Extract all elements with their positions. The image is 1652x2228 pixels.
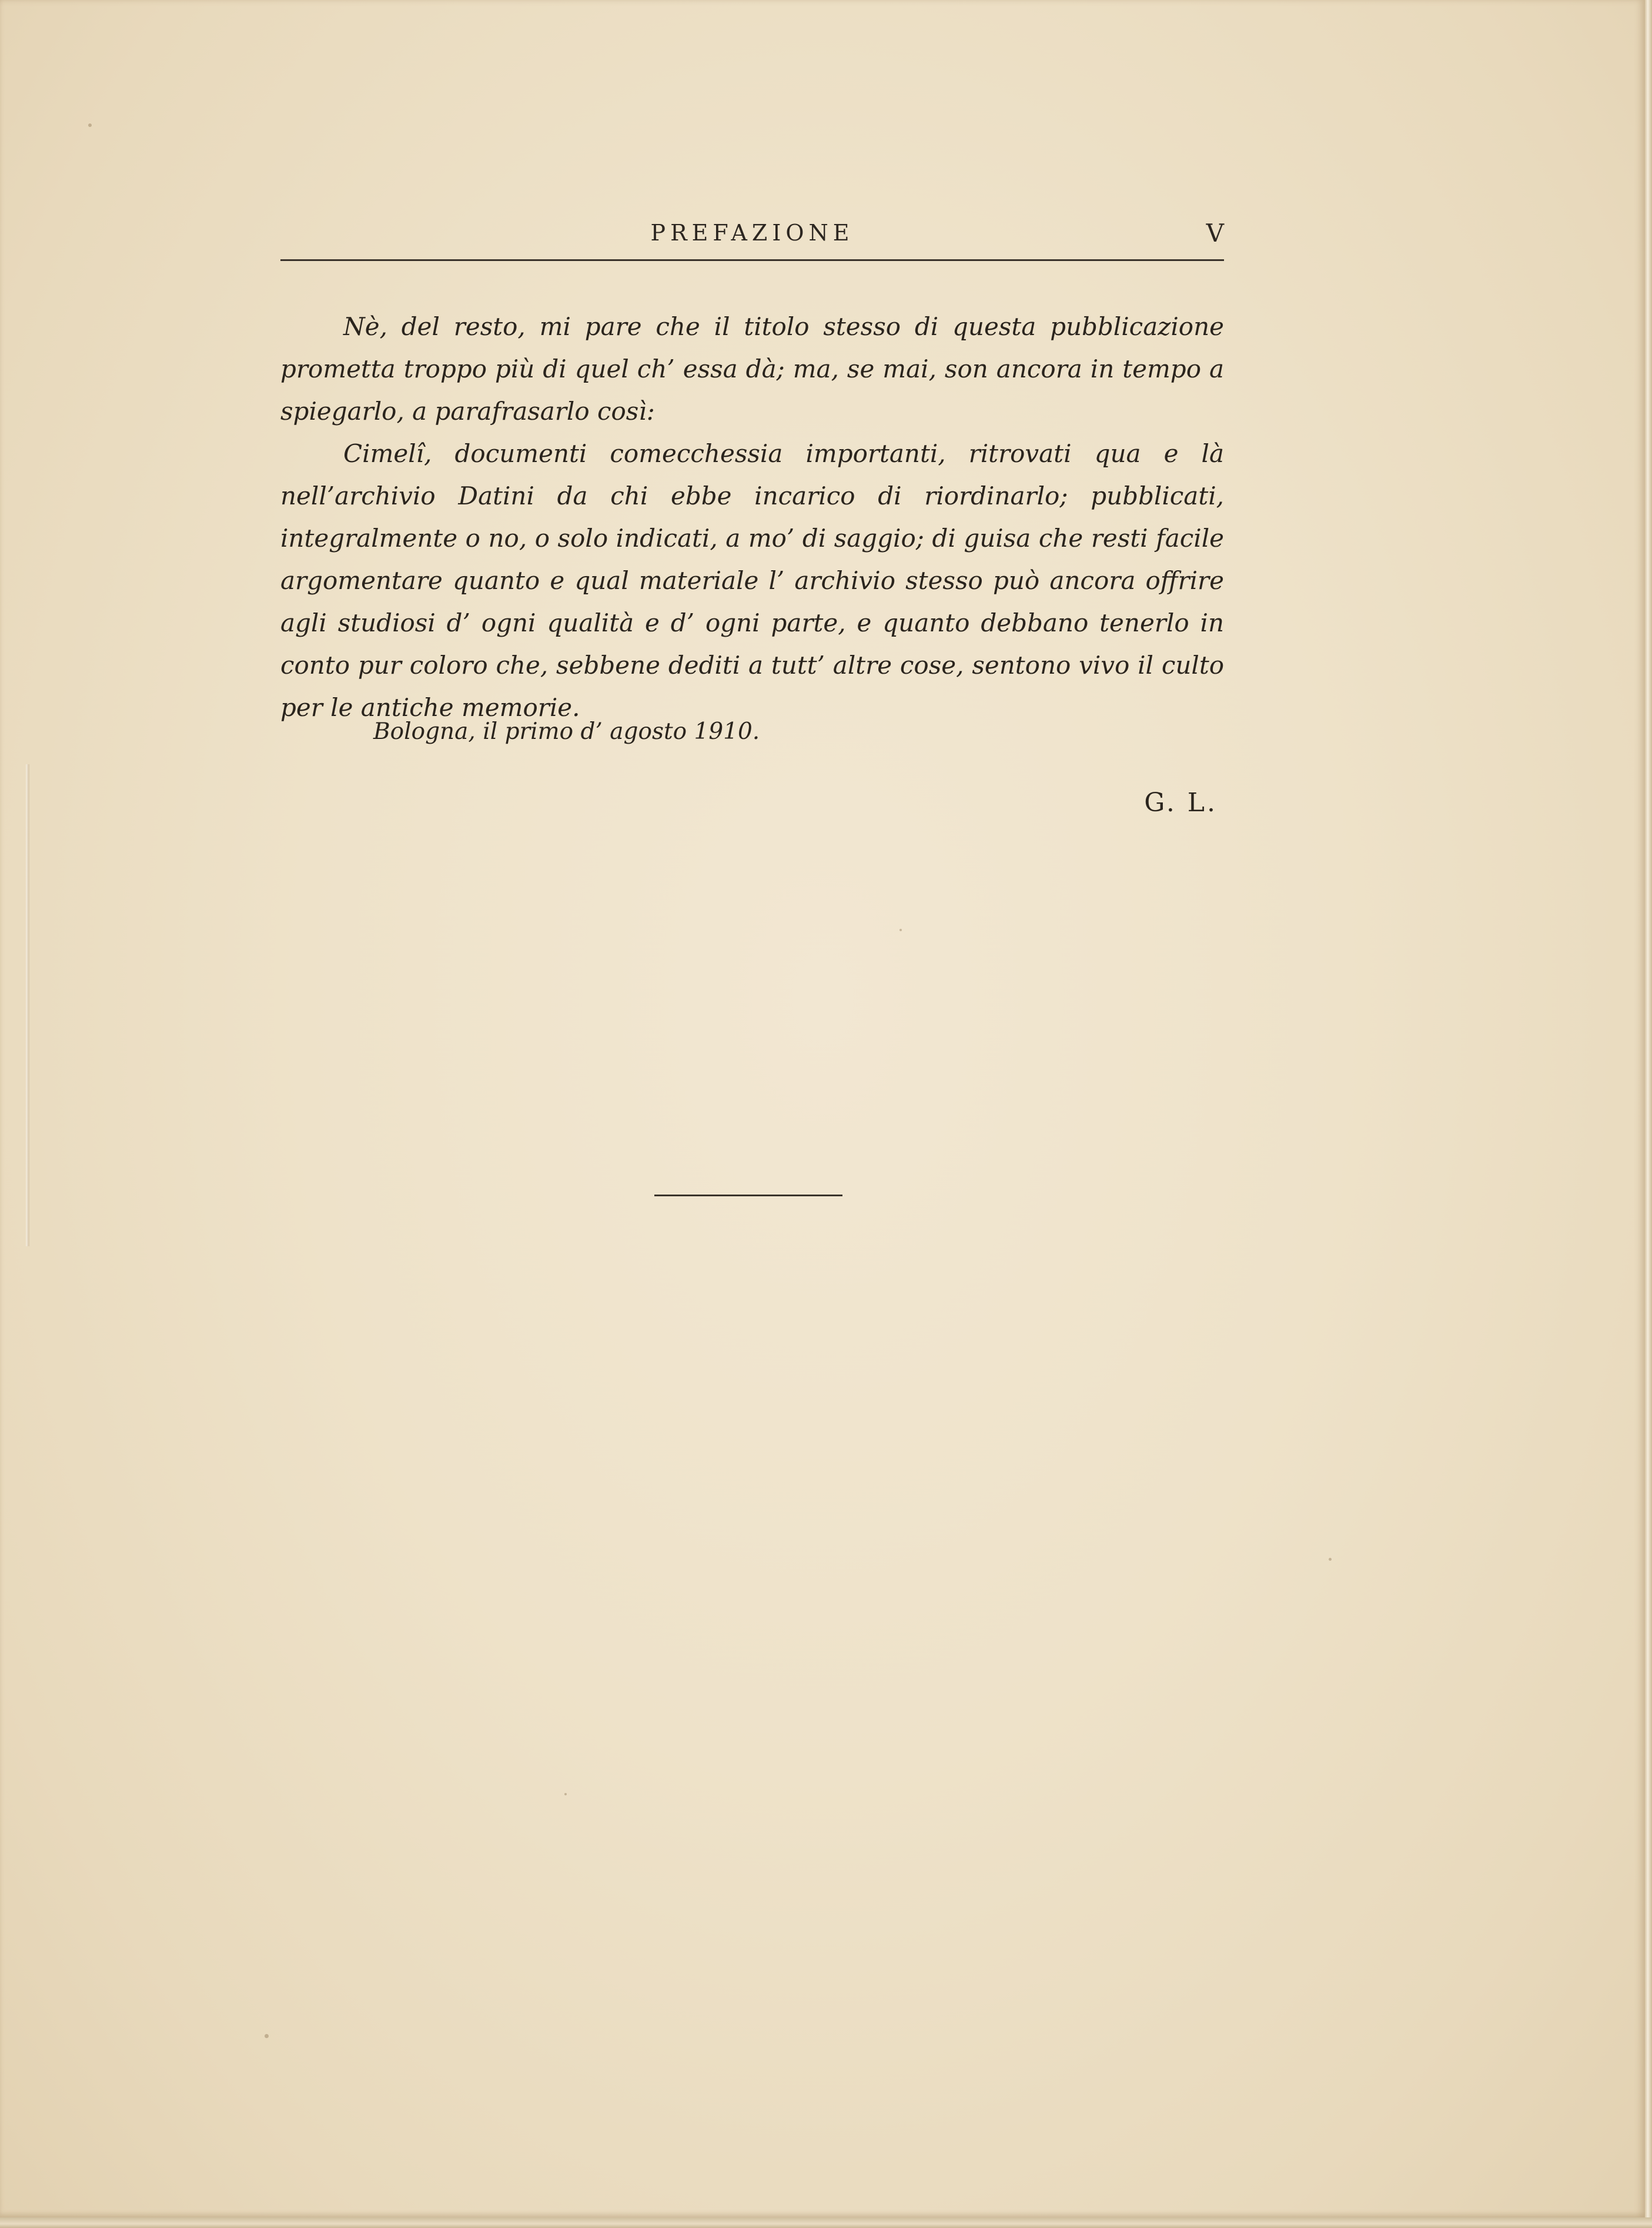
running-title: PREFAZIONE xyxy=(650,220,854,246)
paper-speck xyxy=(88,123,92,127)
paragraph: Nè, del resto, mi pare che il titolo stesso di questa pubblicazione prometta troppo più di quel ch’ essa dà; ma, se mai, son ancora in tempo a spiegarlo, a parafrasarlo così: xyxy=(280,312,1224,426)
signature-initials: G. L. xyxy=(1144,788,1218,818)
header-rule xyxy=(280,259,1224,261)
page-edge xyxy=(1645,0,1652,2228)
paper-speck xyxy=(899,929,902,931)
page-edge xyxy=(0,2217,1652,2228)
paper-speck xyxy=(564,1793,567,1795)
preface-body xyxy=(280,306,1224,729)
closing-rule xyxy=(654,1195,842,1196)
page-number: V xyxy=(1206,219,1224,247)
dateline: Bologna, il primo d’ agosto 1910. xyxy=(373,718,760,745)
paper-speck xyxy=(265,2034,269,2038)
binding-edge xyxy=(26,764,29,1246)
page-header xyxy=(280,213,1224,254)
paragraph: Cimelî, documenti comecchessia importanti, ritrovati qua e là nell’archivio Datini da chi ebbe incarico di riordinarlo; pubblicati, integralmente o no, o solo indicati, a mo’ di saggio; di guisa che resti facile argomentare quanto e qual materiale l’ archivio stesso può ancora offrire agli studiosi d’ ogni qualità e d’ ogni parte, e quanto debbano tenerlo in conto pur coloro che, sebbene dediti a tutt’ altre cose, sentono vivo il culto per le antiche memorie. xyxy=(280,439,1224,722)
paper-speck xyxy=(1329,1558,1332,1561)
